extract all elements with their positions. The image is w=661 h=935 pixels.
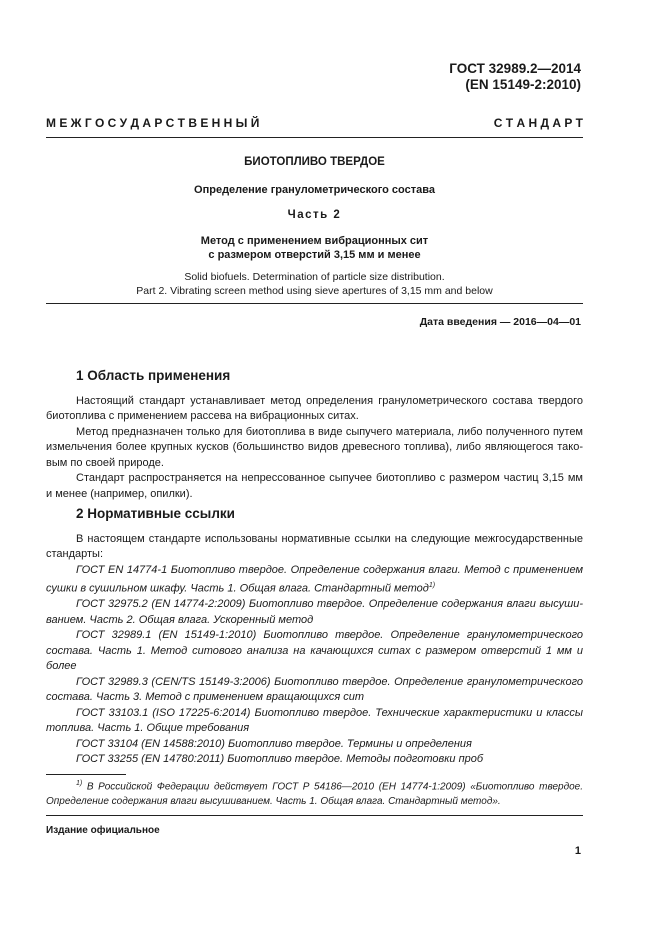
reference-item: ГОСТ 33255 (EN 14780:2011) Биотопливо твердое. Методы подготовки проб (76, 753, 484, 766)
footer-divider (46, 815, 583, 816)
footnote-marker: 1) (428, 582, 436, 589)
standard-code-line2: (EN 15149-2:2010) (465, 77, 581, 92)
english-line1: Solid biofuels. Determination of particle size distribution. (184, 271, 445, 283)
english-title (46, 270, 583, 298)
part-label: Часть 2 (287, 209, 342, 221)
scope-paragraph: Стандарт распространяется на непрессованное сыпучее биотопливо с размером частиц 3,15 мм и менее (например, опилки). (46, 472, 583, 500)
footnote-mark: 1) (76, 780, 83, 787)
document-title: БИОТОПЛИВО ТВЕРДОЕ (244, 156, 385, 168)
scope-paragraph: Метод предназначен только для биотоплива в виде сыпучего материала, либо полученного путем измельчения более крупных кусков (большинство видов древесного топлива), либо являющегося тако-вым по своей природе. (46, 425, 583, 469)
section-normative-references (46, 506, 583, 768)
reference-item: ГОСТ 33104 (EN 14588:2010) Биотопливо твердое. Термины и определения (76, 737, 472, 750)
section-2-heading: 2 Нормативные ссылки (76, 506, 235, 521)
introduction-date: Дата введения — 2016—04—01 (419, 316, 581, 328)
banner-word-1: М Е Ж Г О С У Д А Р С Т В Е Н Н Ы Й (46, 116, 260, 130)
footnote-divider (46, 774, 126, 775)
method-line2: с размером отверстий 3,15 мм и менее (208, 249, 421, 261)
method-line1: Метод с применением вибрационных сит (200, 235, 429, 247)
banner-word-2: С Т А Н Д А Р Т (493, 116, 583, 130)
document-subtitle: Определение гранулометрического состава (194, 184, 435, 196)
section-1-heading: 1 Область применения (76, 368, 231, 383)
reference-item: ГОСТ 32975.2 (EN 14774-2:2009) Биотопливо твердое. Определение содержания влаги высуши-ванием. Часть 2. Общая влага. Ускоренный метод (46, 598, 583, 626)
english-line2: Part 2. Vibrating screen method using sieve apertures of 3,15 mm and below (136, 285, 493, 297)
reference-item: ГОСТ 32989.3 (CEN/TS 15149-3:2006) Биотопливо твердое. Определение гранулометрического состава. Часть 3. Метод с применением вращающихся сит (46, 675, 583, 704)
references-intro: В настоящем стандарте использованы нормативные ссылки на следующие межгосударственные стандарты: (46, 532, 583, 560)
edition-label: Издание официальное (46, 825, 160, 836)
page-number: 1 (574, 845, 581, 857)
section-scope (46, 368, 583, 502)
method-title (46, 234, 583, 262)
reference-item (46, 563, 583, 598)
footnote-text: В Российской Федерации действует ГОСТ Р 54186—2010 (EH 14774-1:2009) «Биотопливо твердое. Определение содержания влаги высушиванием. Часть 1. Общая влага. Стандартный метод». (46, 781, 583, 808)
footnote (46, 776, 583, 809)
top-divider (46, 137, 583, 138)
scope-paragraph: Настоящий стандарт устанавливает метод определения гранулометрического состава твердого биотоплива с применением рассева на вибрационных ситах. (46, 394, 583, 422)
reference-item: ГОСТ 32989.1 (EN 15149-1:2010) Биотопливо твердое. Определение гранулометрического состава. Часть 1. Метод ситового анализа на качающихся ситах с размером отверстий 1 мм и более (46, 629, 583, 673)
title-divider (46, 303, 583, 304)
interstate-standard-banner (46, 116, 583, 130)
standard-code (449, 61, 581, 93)
reference-text: ГОСТ EN 14774-1 Биотопливо твердое. Определение содержания влаги. Метод с применением сушки в сушильном шкафу. Часть 1. Общая влага. Стандартный метод (46, 563, 583, 595)
reference-item: ГОСТ 33103.1 (ISO 17225-6:2014) Биотопливо твердое. Технические характеристики и классы топлива. Часть 1. Общие требования (46, 706, 583, 735)
standard-code-line1: ГОСТ 32989.2—2014 (449, 61, 581, 76)
